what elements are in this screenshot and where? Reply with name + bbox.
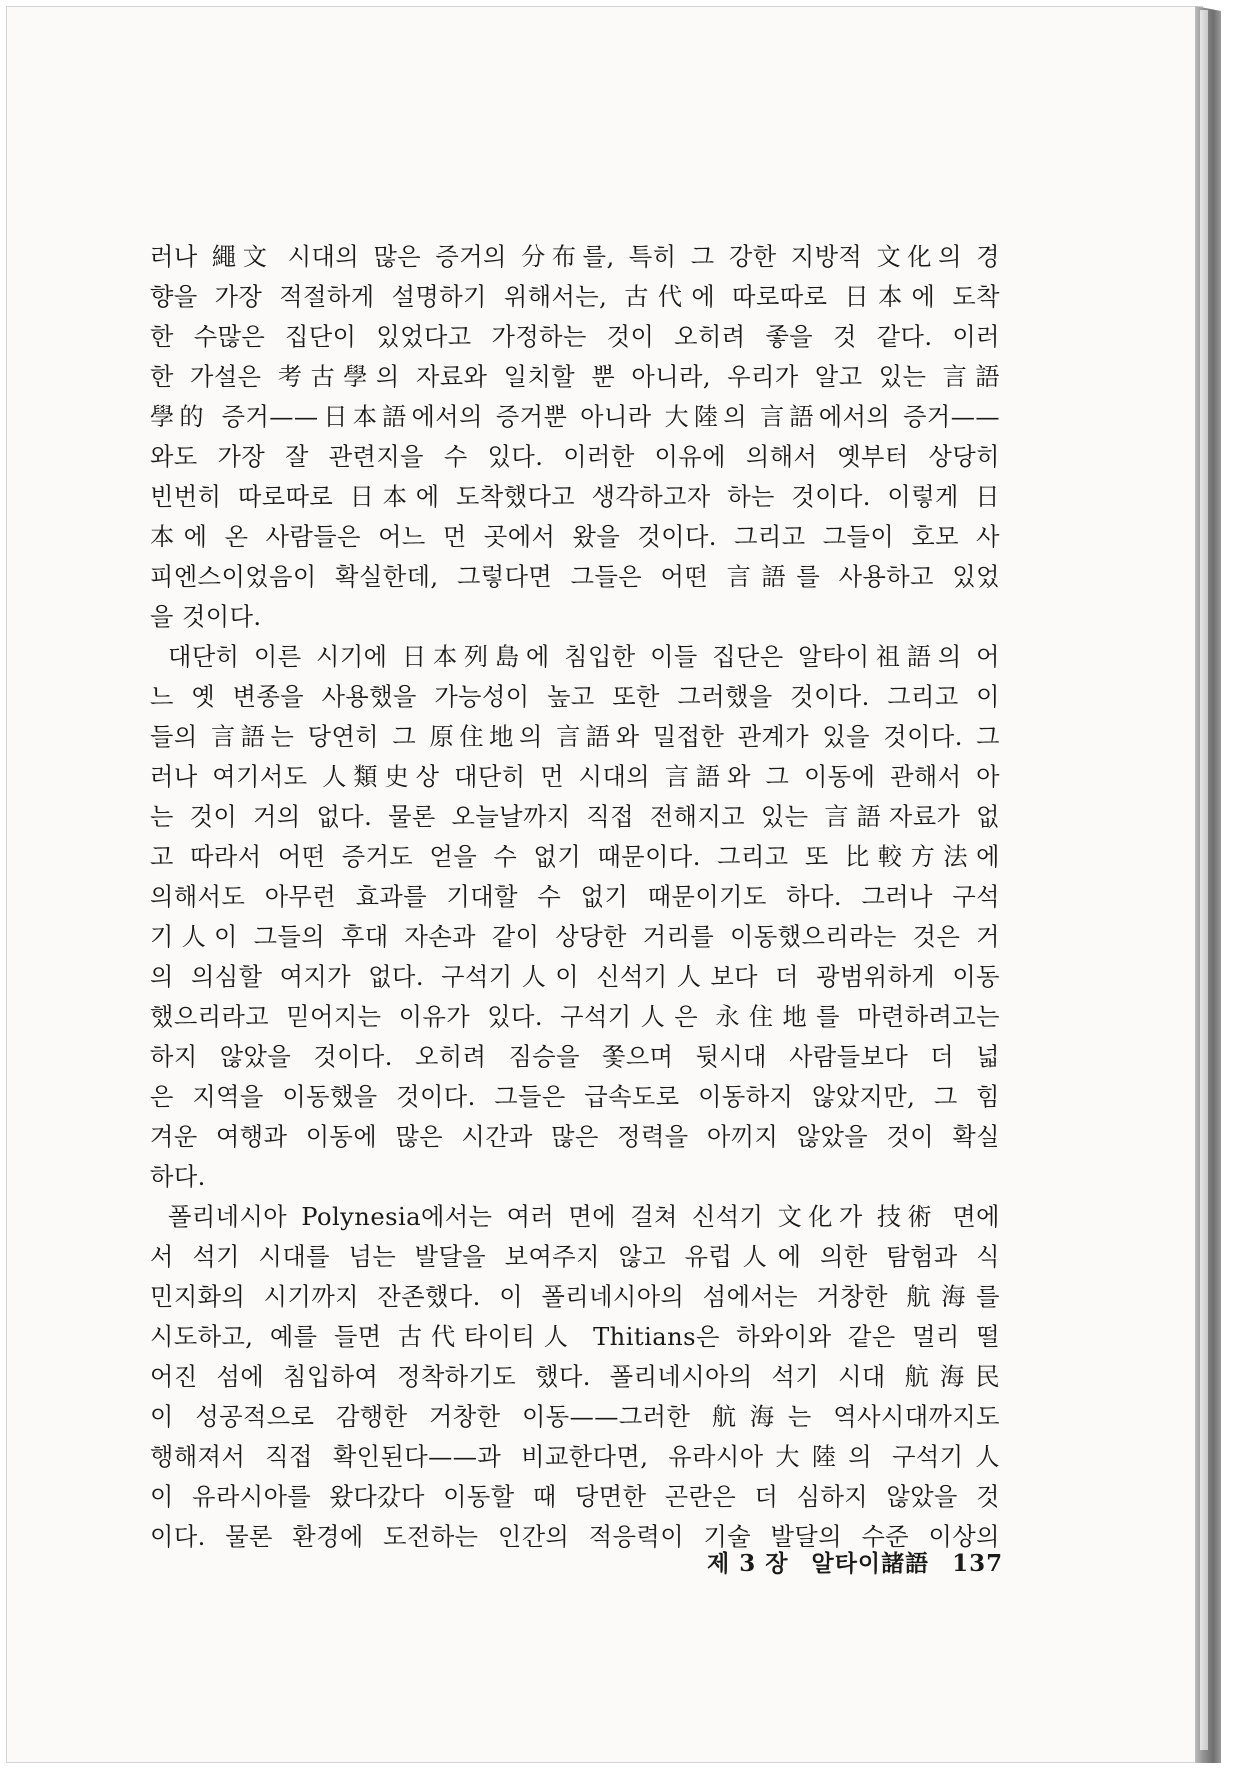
text-line: 폴리네시아 Polynesia에서는 여러 면에 걸쳐 신석기 文化가 技術 면에 (168, 1203, 1000, 1231)
text-line: 느 옛 변종을 사용했을 가능성이 높고 또한 그러했을 것이다. 그리고 이 (150, 683, 1000, 711)
text-line: 한 수많은 집단이 있었다고 가정하는 것이 오히려 좋을 것 같다. 이러 (150, 323, 1000, 351)
chapter-title: 알타이諸語 (811, 1550, 930, 1577)
page-curl-edge (1195, 6, 1221, 1763)
text-line: 피엔스이었음이 확실한데, 그렇다면 그들은 어떤 言語를 사용하고 있었 (150, 563, 1000, 591)
text-line: 서 석기 시대를 넘는 발달을 보여주지 않고 유럽人에 의한 탐험과 식 (150, 1243, 1000, 1271)
text-line: 學的 증거——日本語에서의 증거뿐 아니라 大陸의 言語에서의 증거—— (150, 403, 1000, 431)
text-line: 하지 않았을 것이다. 오히려 짐승을 쫓으며 뒷시대 사람들보다 더 넓 (150, 1043, 1000, 1071)
text-line: 향을 가장 적절하게 설명하기 위해서는, 古代에 따로따로 日本에 도착 (150, 283, 1000, 311)
text-line: 민지화의 시기까지 잔존했다. 이 폴리네시아의 섬에서는 거창한 航海를 (150, 1283, 1000, 1311)
text-line: 빈번히 따로따로 日本에 도착했다고 생각하고자 하는 것이다. 이렇게 日 (150, 483, 1000, 511)
text-line: 의 의심할 여지가 없다. 구석기人이 신석기人보다 더 광범위하게 이동 (150, 963, 1000, 991)
text-line: 겨운 여행과 이동에 많은 시간과 많은 정력을 아끼지 않았을 것이 확실 (150, 1123, 1000, 1151)
text-line: 本에 온 사람들은 어느 먼 곳에서 왔을 것이다. 그리고 그들이 호모 사 (150, 523, 1000, 551)
running-footer (707, 1545, 1003, 1578)
text-line: 와도 가장 잘 관련지을 수 있다. 이러한 이유에 의해서 옛부터 상당히 (150, 443, 1000, 471)
text-line: 시도하고, 예를 들면 古代타이티人 Thitians은 하와이와 같은 멀리 떨 (150, 1323, 1000, 1351)
text-line: 이 성공적으로 감행한 거창한 이동——그러한 航海는 역사시대까지도 (150, 1403, 1000, 1431)
body-text (150, 237, 1000, 1557)
text-line: 러나 여기서도 人類史상 대단히 먼 시대의 言語와 그 이동에 관해서 아 (150, 763, 1000, 791)
text-line: 러나 繩文 시대의 많은 증거의 分布를, 특히 그 강한 지방적 文化의 경 (150, 243, 1000, 271)
text-line: 한 가설은 考古學의 자료와 일치할 뿐 아니라, 우리가 알고 있는 言語 (150, 363, 1000, 391)
page-curl-highlight (1200, 10, 1208, 1750)
text-line: 이다. 물론 환경에 도전하는 인간의 적응력이 기술 발달의 수준 이상의 (150, 1523, 1000, 1551)
text-line: 기人이 그들의 후대 자손과 같이 상당한 거리를 이동했으리라는 것은 거 (150, 923, 1000, 951)
text-line: 은 지역을 이동했을 것이다. 그들은 급속도로 이동하지 않았지만, 그 힘 (150, 1083, 1000, 1111)
chapter-label: 제 3 장 (707, 1550, 789, 1577)
text-line: 을 것이다. (150, 603, 262, 631)
text-line: 했으리라고 믿어지는 이유가 있다. 구석기人은 永住地를 마련하려고는 (150, 1003, 1000, 1031)
text-line: 대단히 이른 시기에 日本列島에 침입한 이들 집단은 알타이祖語의 어 (168, 643, 1000, 671)
text-line: 하다. (150, 1163, 206, 1191)
text-line: 이 유라시아를 왔다갔다 이동할 때 당면한 곤란은 더 심하지 않았을 것 (150, 1483, 1000, 1511)
text-line: 의해서도 아무런 효과를 기대할 수 없기 때문이기도 하다. 그러나 구석 (150, 883, 1000, 911)
text-line: 는 것이 거의 없다. 물론 오늘날까지 직접 전해지고 있는 言語자료가 없 (150, 803, 1000, 831)
text-line: 행해져서 직접 확인된다——과 비교한다면, 유라시아大陸의 구석기人 (150, 1443, 1000, 1471)
text-line: 고 따라서 어떤 증거도 얻을 수 없기 때문이다. 그리고 또 比較方法에 (150, 843, 1000, 871)
page-number: 137 (952, 1550, 1004, 1577)
text-line: 들의 言語는 당연히 그 原住地의 言語와 밀접한 관계가 있을 것이다. 그 (150, 723, 1000, 751)
text-line: 어진 섬에 침입하여 정착하기도 했다. 폴리네시아의 석기 시대 航海民 (150, 1363, 1000, 1391)
